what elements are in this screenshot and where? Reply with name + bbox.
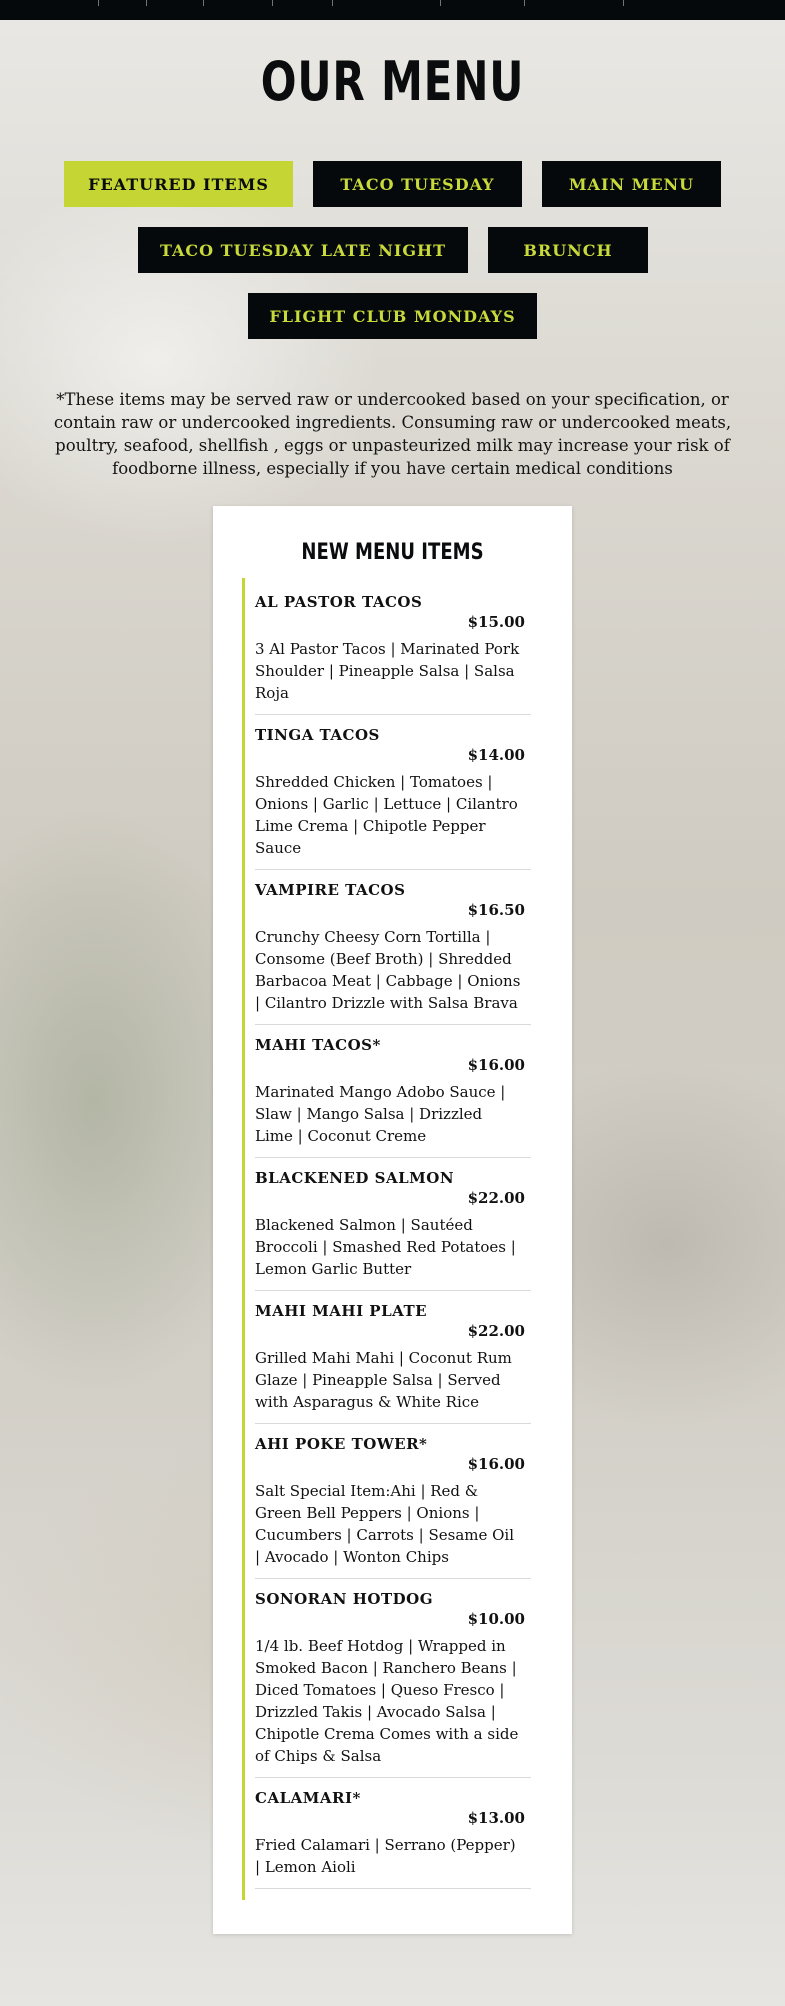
item-price: $16.00 (467, 1455, 525, 1473)
nav-divider (203, 0, 204, 6)
tab-main-menu[interactable]: MAIN MENU (542, 161, 721, 207)
menu-item (255, 1589, 531, 1778)
item-price: $14.00 (467, 746, 525, 764)
tab-featured-items[interactable]: FEATURED ITEMS (64, 161, 293, 207)
item-price: $16.00 (467, 1056, 525, 1074)
section-title: NEW MENU ITEMS (301, 540, 484, 565)
nav-divider (524, 0, 525, 6)
item-name: MAHI TACOS* (255, 1036, 381, 1054)
item-price: $22.00 (467, 1189, 525, 1207)
item-price: $13.00 (467, 1809, 525, 1827)
item-price: $15.00 (467, 613, 525, 631)
item-name: AL PASTOR TACOS (255, 593, 423, 611)
item-price: $10.00 (467, 1610, 525, 1628)
allergy-notice: *These items may be served raw or undercooked based on your specification, or contain raw or undercooked ingredients. Consuming raw or undercooked meats, poultry, seafood, shellfish , eggs or unpasteurized milk may increase your risk of foodborne illness, especially if you have certain medical conditions (53, 390, 732, 478)
item-description: Grilled Mahi Mahi | Coconut Rum Glaze | Pineapple Salsa | Served with Asparagus & White Rice (255, 1349, 512, 1411)
nav-divider (146, 0, 147, 6)
menu-item (255, 1301, 531, 1424)
nav-divider (272, 0, 273, 6)
tab-brunch[interactable]: BRUNCH (488, 227, 648, 273)
nav-divider (623, 0, 624, 6)
accent-line (242, 578, 245, 1900)
nav-divider (440, 0, 441, 6)
item-description: 1/4 lb. Beef Hotdog | Wrapped in Smoked Bacon | Ranchero Beans | Diced Tomatoes | Queso Fresco | Drizzled Takis | Avocado Salsa | Chipotle Crema Comes with a side of Chips & Salsa (255, 1637, 519, 1765)
menu-item (255, 725, 531, 870)
tab-taco-tuesday[interactable]: TACO TUESDAY (313, 161, 522, 207)
item-description: Crunchy Cheesy Corn Tortilla | Consome (Beef Broth) | Shredded Barbacoa Meat | Cabbage | Onions | Cilantro Drizzle with Salsa Brava (255, 928, 521, 1012)
nav-divider (98, 0, 99, 6)
menu-item (255, 1168, 531, 1291)
page-title: OUR MENU (260, 50, 525, 113)
item-name: CALAMARI* (255, 1789, 361, 1807)
menu-item (255, 880, 531, 1025)
item-name: MAHI MAHI PLATE (255, 1302, 428, 1320)
nav-divider (332, 0, 333, 6)
item-name: BLACKENED SALMON (255, 1169, 455, 1187)
item-description: Blackened Salmon | Sautéed Broccoli | Smashed Red Potatoes | Lemon Garlic Butter (255, 1216, 516, 1278)
item-description: Fried Calamari | Serrano (Pepper) | Lemon Aioli (255, 1836, 516, 1876)
menu-item (255, 1788, 531, 1889)
menu-item-list (255, 592, 531, 1899)
item-description: Marinated Mango Adobo Sauce | Slaw | Mango Salsa | Drizzled Lime | Coconut Creme (255, 1083, 506, 1145)
item-price: $22.00 (467, 1322, 525, 1340)
item-price: $16.50 (467, 901, 525, 919)
menu-item (255, 1035, 531, 1158)
menu-item (255, 592, 531, 715)
tab-flight-club-mondays[interactable]: FLIGHT CLUB MONDAYS (248, 293, 537, 339)
tab-taco-tuesday-late-night[interactable]: TACO TUESDAY LATE NIGHT (138, 227, 468, 273)
item-name: AHI POKE TOWER* (255, 1435, 428, 1453)
item-description: Salt Special Item:Ahi | Red & Green Bell Peppers | Onions | Cucumbers | Carrots | Sesame Oil | Avocado | Wonton Chips (255, 1482, 515, 1566)
menu-card (213, 506, 572, 1934)
item-name: TINGA TACOS (255, 726, 380, 744)
item-description: Shredded Chicken | Tomatoes | Onions | Garlic | Lettuce | Cilantro Lime Crema | Chipotle Pepper Sauce (255, 773, 518, 857)
item-description: 3 Al Pastor Tacos | Marinated Pork Shoulder | Pineapple Salsa | Salsa Roja (255, 640, 520, 702)
top-nav-bar (0, 0, 785, 20)
menu-item (255, 1434, 531, 1579)
item-name: VAMPIRE TACOS (255, 881, 406, 899)
item-name: SONORAN HOTDOG (255, 1590, 433, 1608)
